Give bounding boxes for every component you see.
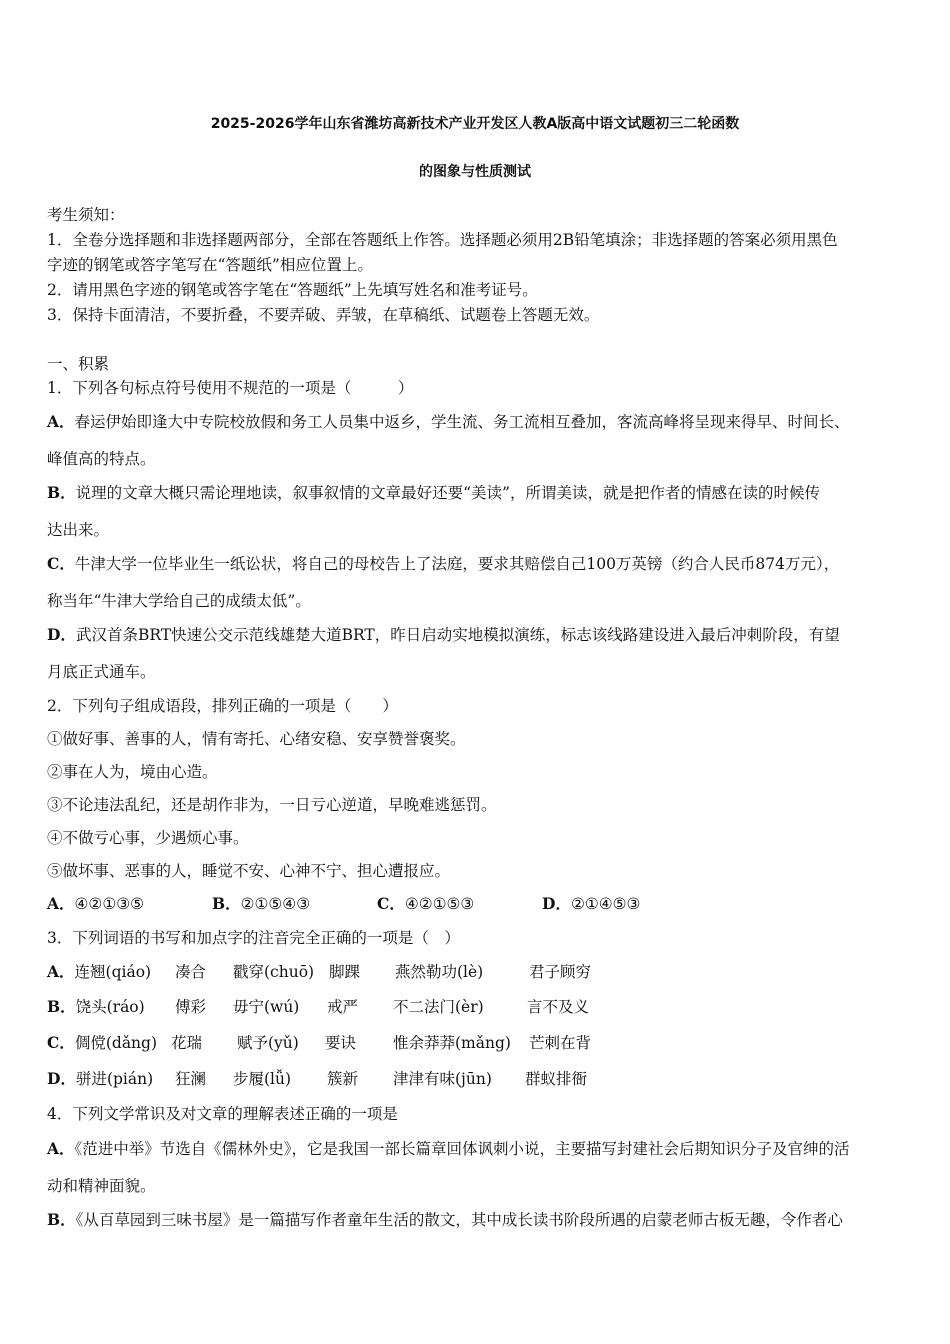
q3-word: 不二法门(èr) (393, 998, 484, 1016)
q3-word: 津津有味(jūn) (393, 1070, 492, 1088)
question-4-stem: 4．下列文学常识及对文章的理解表述正确的一项是 (47, 1105, 398, 1123)
notice-heading: 考生须知： (47, 206, 125, 224)
q3-word: 芒刺在背 (529, 1034, 592, 1052)
q3-word: 赋予(yǔ) (237, 1034, 299, 1052)
q2-option-d: D．②①④⑤③ (542, 894, 641, 913)
q2-sentence: ④不做亏心事，少遇烦心事。 (47, 829, 249, 847)
q4-option-line: A．《范进中举》节选自《儒林外史》，它是我国一部长篇章回体讽刺小说，主要描写封建社会后期知识分子及官绅的活 (47, 1139, 850, 1158)
q1-option-line: B．说理的文章大概只需论理地读，叙事叙情的文章最好还要“美读”，所谓美读，就是把作者的情感在读的时候传 (47, 483, 820, 502)
q3-word: 要诀 (325, 1034, 357, 1052)
notice-line: 1．全卷分选择题和非选择题两部分，全部在答题纸上作答。选择题必须用2B铅笔填涂；非选择题的答案必须用黑色 (47, 231, 838, 249)
q3-word: 傅彩 (175, 998, 207, 1016)
q2-sentence: ②事在人为，境由心造。 (47, 763, 218, 781)
title-line-2: 的图象与性质测试 (419, 164, 531, 180)
q2-sentence: ③不论违法乱纪，还是胡作非为，一日亏心逆道，早晚难逃惩罚。 (47, 796, 497, 814)
q1-option-line: A．春运伊始即逢大中专院校放假和务工人员集中返乡，学生流、务工流相互叠加，客流高峰将呈现来得早、时间长、 (47, 412, 850, 431)
q2-option-b: B．②①⑤④③ (212, 894, 311, 913)
q1-option-line: C．牛津大学一位毕业生一纸讼状，将自己的母校告上了法庭，要求其赔偿自己100万英镑（约合人民币874万元）， (47, 554, 840, 573)
q3-word: 凑合 (175, 963, 207, 981)
q2-option-c: C．④②①⑤③ (377, 894, 475, 913)
q3-word: 戳穿(chuō) (233, 963, 315, 981)
q3-word: 言不及义 (527, 998, 590, 1016)
q1-option-line: 达出来。 (47, 521, 110, 539)
q2-option-a: A．④②①③⑤ (47, 894, 145, 913)
q1-option-line: 峰值高的特点。 (47, 450, 156, 468)
q3-word: 脚踝 (329, 963, 361, 981)
notice-line: 字迹的钢笔或答字笔写在“答题纸”相应位置上。 (47, 256, 373, 274)
q3-word: D．骈进(pián) (47, 1069, 154, 1088)
q4-option-line: 动和精神面貌。 (47, 1177, 156, 1195)
title-line-1: 2025-2026学年山东省潍坊高新技术产业开发区人教A版高中语文试题初三二轮函数 (210, 116, 740, 132)
q3-word: A．连翘(qiáo) (47, 962, 152, 981)
q3-word: 步履(lǚ) (233, 1070, 292, 1088)
q1-option-line: D．武汉首条BRT快速公交示范线雄楚大道BRT，昨日启动实地模拟演练，标志该线路建设进入最后冲刺阶段，有望 (47, 625, 840, 644)
q2-sentence: ⑤做坏事、恶事的人，睡觉不安、心神不宁、担心遭报应。 (47, 862, 451, 880)
q3-word: C．倜傥(dǎng) (47, 1033, 158, 1052)
q3-word: 燕然勒功(lè) (395, 963, 484, 981)
q3-word: 毋宁(wú) (233, 998, 300, 1016)
q4-option-line: B．《从百草园到三味书屋》是一篇描写作者童年生活的散文，其中成长读书阶段所遇的启蒙老师古板无趣，令作者心 (47, 1210, 843, 1229)
notice-line: 3．保持卡面清洁，不要折叠，不要弄破、弄皱，在草稿纸、试题卷上答题无效。 (47, 306, 600, 324)
notice-line: 2．请用黑色字迹的钢笔或答字笔在“答题纸”上先填写姓名和准考证号。 (47, 281, 538, 299)
question-3-stem: 3．下列词语的书写和加点字的注音完全正确的一项是（ ） (47, 929, 460, 947)
q1-option-line: 月底正式通车。 (47, 663, 156, 681)
q3-word: 花瑞 (171, 1034, 203, 1052)
q3-word: 君子顾穷 (529, 963, 592, 981)
q3-word: B．饶头(ráo) (47, 997, 145, 1016)
question-2-stem: 2．下列句子组成语段，排列正确的一项是（ ） (47, 697, 398, 715)
q3-word: 狂澜 (175, 1070, 207, 1088)
q3-word: 群蚁排衙 (525, 1070, 588, 1088)
q3-word: 戒严 (327, 998, 359, 1016)
q2-sentence: ①做好事、善事的人，情有寄托、心绪安稳、安享赞誉褒奖。 (47, 730, 466, 748)
section-heading: 一、积累 (47, 355, 110, 373)
q3-word: 簇新 (327, 1070, 359, 1088)
q1-option-line: 称当年“牛津大学给自己的成绩太低”。 (47, 592, 311, 610)
q3-word: 惟余莽莽(mǎng) (393, 1034, 511, 1052)
question-1-stem: 1．下列各句标点符号使用不规范的一项是（ ） (47, 379, 414, 397)
